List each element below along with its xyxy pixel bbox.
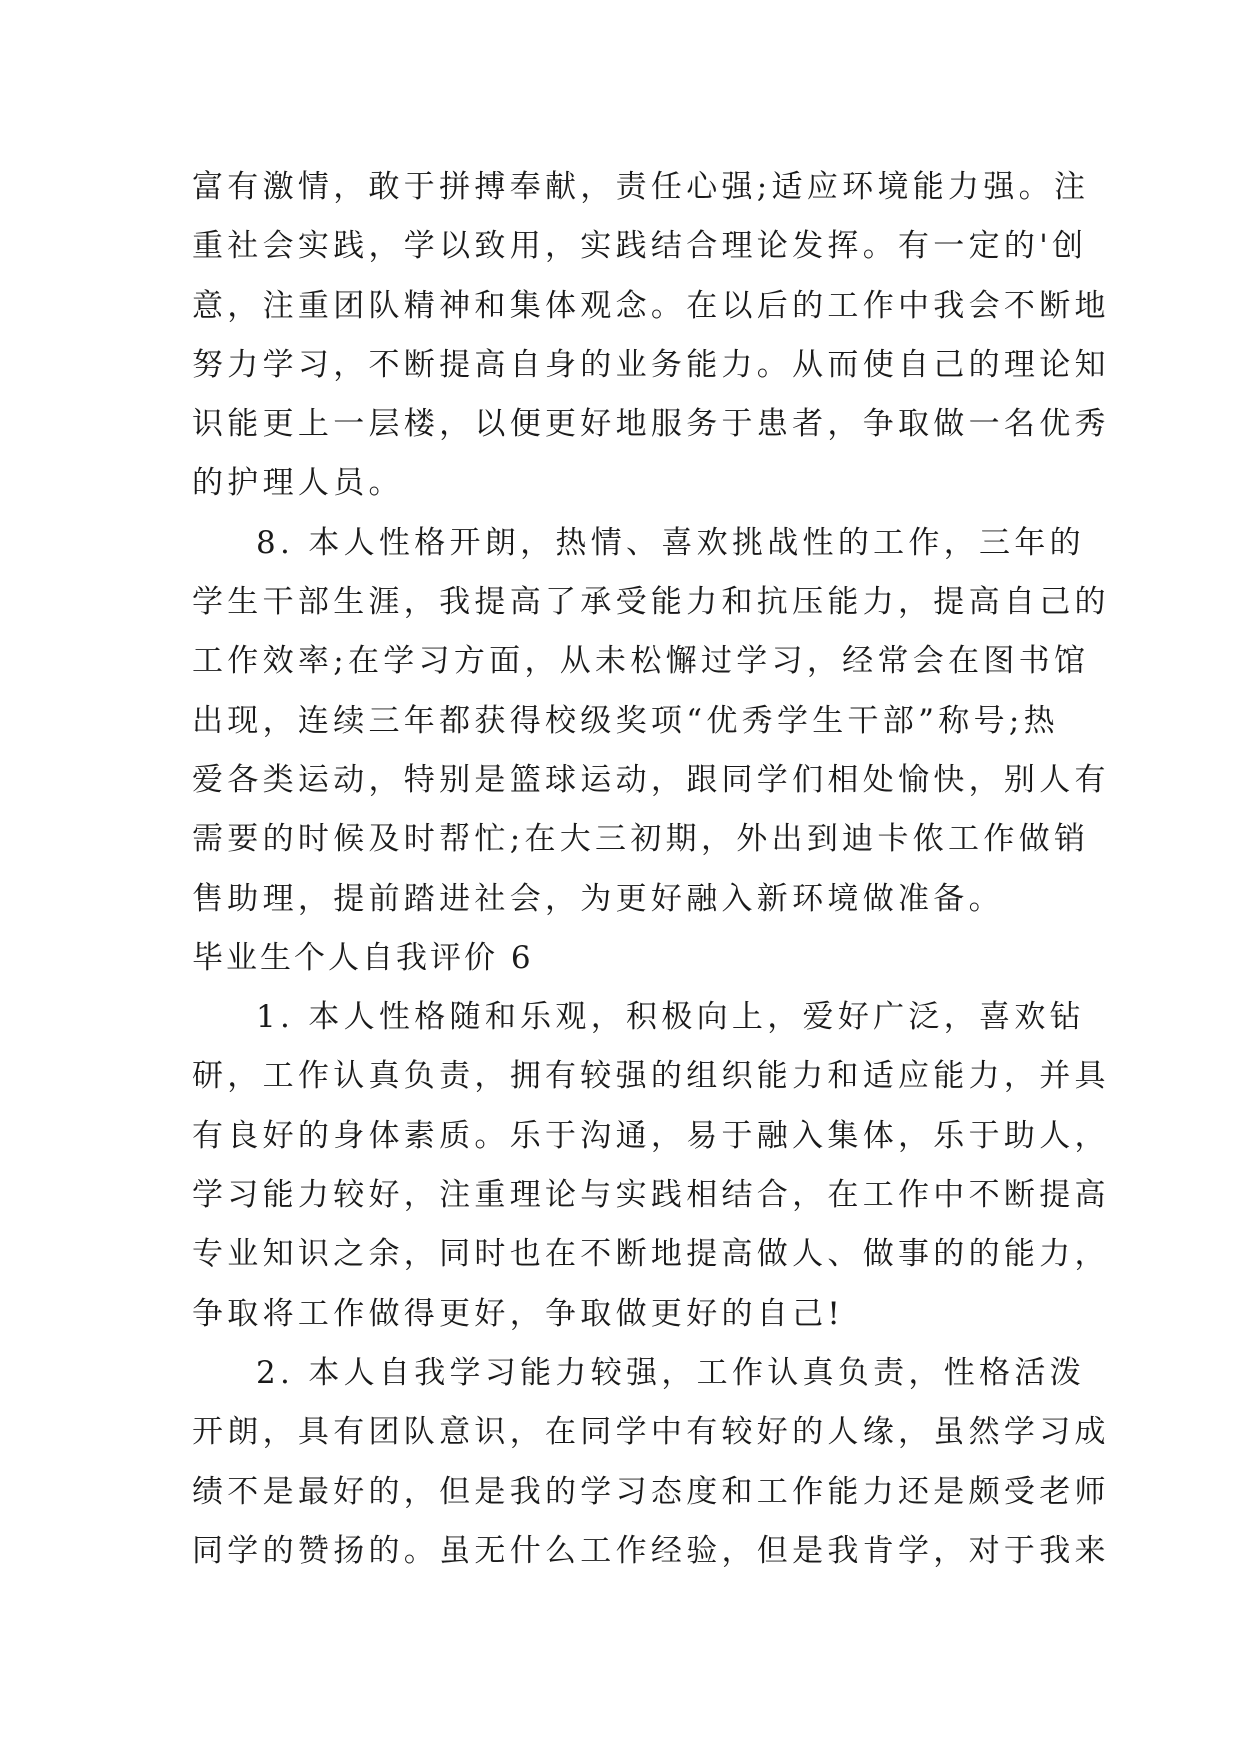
- paragraph-start-line: 2. 本人自我学习能力较强，工作认真负责，性格活泼: [256, 1354, 1085, 1391]
- text-line: 意，注重团队精神和集体观念。在以后的工作中我会不断地: [192, 287, 1110, 324]
- text-line: 专业知识之余，同时也在不断地提高做人、做事的的能力，: [192, 1236, 1110, 1273]
- text-line: 学生干部生涯，我提高了承受能力和抗压能力，提高自己的: [192, 584, 1110, 621]
- paragraph-start-line: 1. 本人性格随和乐观，积极向上，爱好广泛，喜欢钻: [256, 999, 1085, 1036]
- text-line: 有良好的身体素质。乐于沟通，易于融入集体，乐于助人，: [192, 1117, 1110, 1154]
- text-line: 努力学习，不断提高自身的业务能力。从而使自己的理论知: [192, 346, 1110, 383]
- text-line: 争取将工作做得更好，争取做更好的自己!: [192, 1295, 845, 1332]
- text-line: 售助理，提前踏进社会，为更好融入新环境做准备。: [192, 880, 1004, 917]
- text-line: 富有激情，敢于拼搏奉献，责任心强;适应环境能力强。注: [192, 169, 1090, 205]
- text-line: 开朗，具有团队意识，在同学中有较好的人缘，虽然学习成: [192, 1414, 1110, 1451]
- text-line: 识能更上一层楼，以便更好地服务于患者，争取做一名优秀: [192, 406, 1110, 443]
- text-line: 爱各类运动，特别是篮球运动，跟同学们相处愉快，别人有: [192, 761, 1110, 798]
- paragraph-start-line: 8. 本人性格开朗，热情、喜欢挑战性的工作，三年的: [256, 524, 1085, 561]
- section-heading: 毕业生个人自我评价 6: [192, 939, 534, 976]
- text-line: 工作效率;在学习方面，从未松懈过学习，经常会在图书馆: [192, 643, 1090, 680]
- text-line: 绩不是最好的，但是我的学习态度和工作能力还是颇受老师: [192, 1473, 1110, 1510]
- text-line: 学习能力较好，注重理论与实践相结合，在工作中不断提高: [192, 1177, 1110, 1214]
- document-body: [192, 158, 1110, 1581]
- text-line: 研，工作认真负责，拥有较强的组织能力和适应能力，并具: [192, 1058, 1110, 1095]
- text-line: 重社会实践，学以致用，实践结合理论发挥。有一定的'创: [192, 228, 1088, 265]
- text-line: 同学的赞扬的。虽无什么工作经验，但是我肯学，对于我来: [192, 1532, 1110, 1569]
- text-line: 需要的时候及时帮忙;在大三初期，外出到迪卡侬工作做销: [192, 821, 1090, 858]
- text-line: 出现，连续三年都获得校级奖项“优秀学生干部”称号;热: [192, 702, 1059, 739]
- text-line: 的护理人员。: [192, 465, 404, 502]
